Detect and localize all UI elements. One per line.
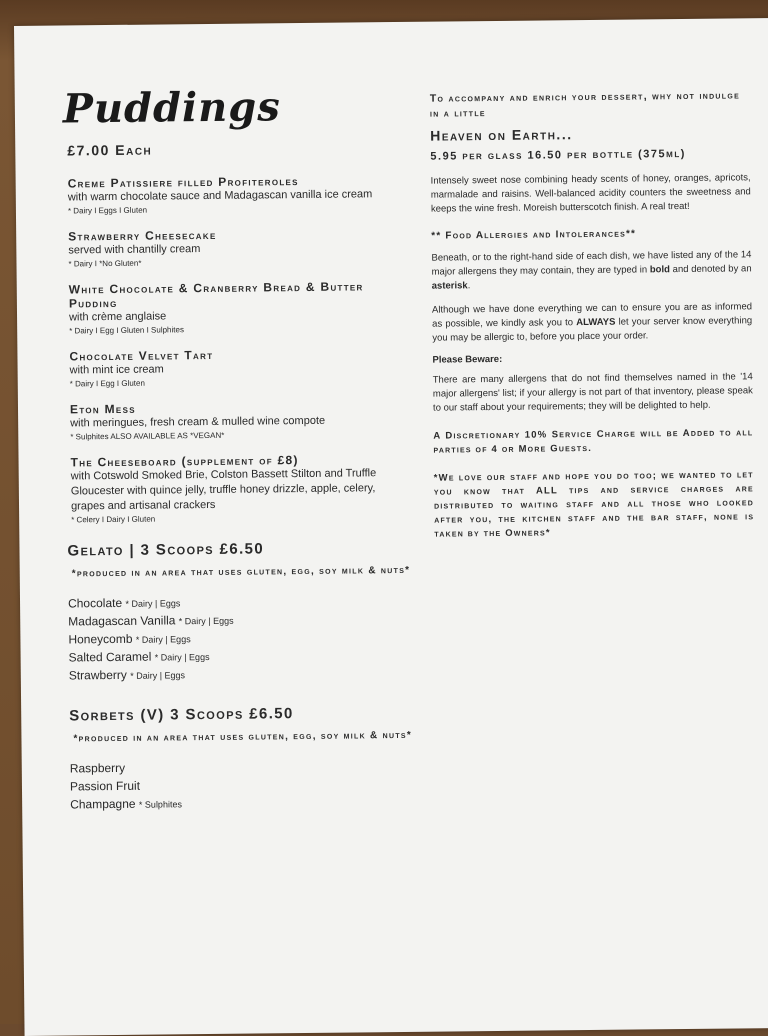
item-allergens: * Dairy I Egg I Gluten I Sulphites: [69, 323, 410, 336]
gelato-notice: *produced in an area that uses gluten, egg, soy milk & nuts*: [72, 562, 413, 584]
item-description: with meringues, fresh cream & mulled wine compote: [70, 413, 411, 432]
item-allergens: * Sulphites ALSO AVAILABLE AS *VEGAN*: [70, 429, 411, 442]
menu-sheet: [14, 18, 768, 1036]
wine-intro: To accompany and enrich your dessert, why not indulge in a little: [430, 88, 750, 121]
item-name: Creme Patissiere filled Profiteroles: [68, 173, 409, 191]
wine-price: 5.95 per glass 16.50 per bottle (375ml): [430, 146, 750, 164]
item-name: Eton Mess: [70, 399, 411, 417]
beware-label: Please Beware:: [432, 350, 752, 367]
item-allergens: * Dairy I *No Gluten*: [68, 256, 409, 269]
text-span-bold: bold: [650, 264, 670, 275]
menu-item: [69, 279, 411, 336]
text-span: Beneath, or to the right-hand side of each dish, we have listed any of the 14 major allergens they may contain, they are typed in: [431, 249, 751, 277]
allergies-paragraph-2: [432, 300, 752, 345]
flavour-allergens: * Dairy | Eggs: [155, 652, 210, 663]
menu-item: [70, 399, 411, 442]
text-span: Although we have done everything we can to ensure you are as informed as possible, we kindly ask you to: [432, 301, 752, 329]
text-span: .: [468, 280, 471, 291]
flavour-allergens: * Dairy | Eggs: [136, 634, 191, 645]
flavour-name: Passion Fruit: [70, 779, 140, 794]
item-description: served with chantilly cream: [68, 240, 409, 259]
sorbets-notice: *produced in an area that uses gluten, egg, soy milk & nuts*: [73, 727, 414, 749]
flavour-name: Strawberry: [69, 668, 127, 683]
flavour-name: Salted Caramel: [69, 650, 152, 665]
item-name: Chocolate Velvet Tart: [69, 346, 410, 364]
flavour-item: [70, 793, 415, 815]
text-span: and denoted by an: [670, 263, 752, 275]
item-description: with mint ice cream: [70, 360, 411, 379]
flavour-name: Raspberry: [70, 761, 126, 776]
flavour-name: Honeycomb: [68, 632, 132, 647]
menu-item: [69, 346, 410, 389]
flavour-name: Madagascan Vanilla: [68, 613, 175, 628]
flavour-allergens: * Dairy | Eggs: [179, 616, 234, 627]
puddings-title: Puddings: [63, 82, 408, 133]
item-allergens: * Celery I Dairy I Gluten: [71, 512, 412, 525]
flavour-allergens: * Dairy | Eggs: [130, 670, 185, 681]
wine-description: Intensely sweet nose combining heady scents of honey, oranges, apricots, marmalade and raisins. Well-balanced acidity counters the sweetness and keeps the wine fresh. Moreish butterscotch finish. A real treat!: [431, 171, 751, 216]
staff-notice: *We love our staff and hope you do too; we wanted to let you know that ALL tips and service charges are distributed to waiting staff and all those who looked after you, the kitchen staff and the bar staff, none is taken by the Owners*: [434, 468, 755, 541]
flavour-allergens: * Sulphites: [139, 799, 182, 809]
item-description: with warm chocolate sauce and Madagascan vanilla ice cream: [68, 187, 409, 206]
wine-heading: Heaven on Earth...: [430, 124, 750, 143]
allergies-paragraph-3: There are many allergens that do not find themselves named in the '14 major allergens' list; if your allergy is not part of that inventory, please speak to our staff about your requirements; they will be delighted to help.: [433, 370, 753, 415]
allergies-paragraph-1: [431, 248, 751, 293]
allergies-heading: ** Food Allergies and Intolerances**: [431, 227, 751, 241]
item-name: White Chocolate & Cranberry Bread & Butter Pudding: [69, 279, 410, 311]
info-column: [430, 88, 755, 541]
text-span-bold: asterisk: [432, 280, 468, 291]
item-name: The Cheeseboard (supplement of £8): [71, 452, 412, 470]
menu-item: [68, 173, 409, 216]
service-charge-notice: A Discretionary 10% Service Charge will be Added to all parties of 4 or More Guests.: [433, 426, 753, 457]
puddings-column: [63, 82, 416, 815]
flavour-item: [69, 664, 414, 686]
text-span: let your server know everything you may be allergic to, before you place your order.: [432, 315, 752, 343]
puddings-price: £7.00 Each: [67, 139, 408, 159]
item-description: with crème anglaise: [69, 307, 410, 326]
gelato-heading: Gelato | 3 Scoops £6.50: [67, 539, 412, 560]
flavour-name: Chocolate: [68, 596, 122, 611]
sorbets-heading: Sorbets (V) 3 Scoops £6.50: [69, 704, 414, 725]
item-allergens: * Dairy I Egg I Gluten: [70, 376, 411, 389]
menu-item: [71, 452, 413, 525]
flavour-allergens: * Dairy | Eggs: [125, 598, 180, 609]
item-name: Strawberry Cheesecake: [68, 226, 409, 244]
text-span-bold: ALWAYS: [576, 317, 615, 328]
item-description: with Cotswold Smoked Brie, Colston Bassett Stilton and Truffle Gloucester with quince jelly, truffle honey drizzle, apple, celery, grapes and artisanal crackers: [71, 466, 412, 515]
flavour-name: Champagne: [70, 797, 136, 812]
item-allergens: * Dairy I Eggs I Gluten: [68, 203, 409, 216]
menu-item: [68, 226, 409, 269]
